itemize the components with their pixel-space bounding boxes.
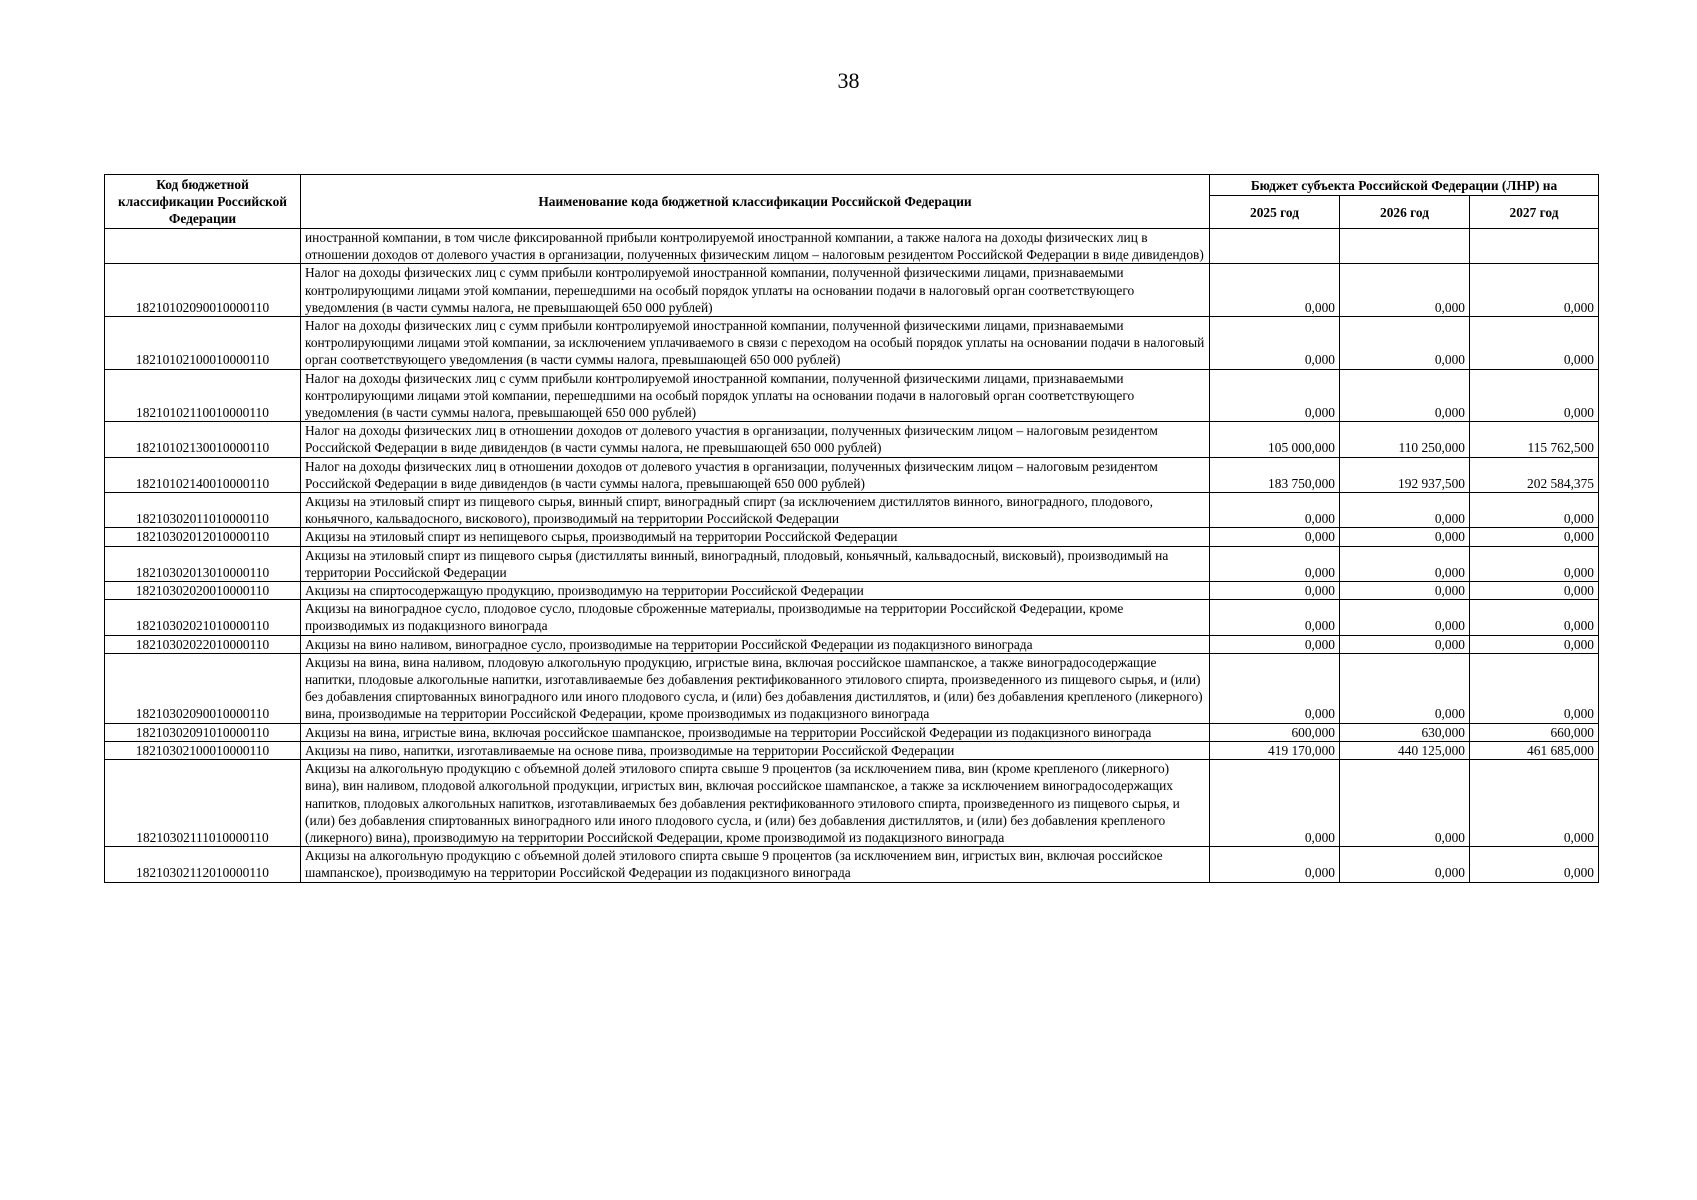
cell-2025: 600,000 [1210, 723, 1340, 741]
cell-2025: 0,000 [1210, 493, 1340, 528]
cell-2027: 0,000 [1470, 653, 1599, 723]
budget-table [104, 174, 1599, 883]
cell-2027: 0,000 [1470, 600, 1599, 635]
cell-2025: 0,000 [1210, 653, 1340, 723]
cell-2027: 0,000 [1470, 760, 1599, 847]
cell-code: 18210302021010000110 [105, 600, 301, 635]
table-row [105, 760, 1599, 847]
cell-code: 18210102110010000110 [105, 369, 301, 422]
page-number: 38 [837, 68, 860, 93]
cell-2026 [1340, 229, 1470, 264]
cell-code: 18210302112010000110 [105, 847, 301, 882]
cell-2026: 0,000 [1340, 600, 1470, 635]
cell-code: 18210302013010000110 [105, 546, 301, 581]
table-row [105, 422, 1599, 457]
cell-2025: 0,000 [1210, 760, 1340, 847]
cell-2025: 0,000 [1210, 635, 1340, 653]
cell-2026: 0,000 [1340, 528, 1470, 546]
cell-code: 18210302100010000110 [105, 741, 301, 759]
cell-name: Акцизы на алкогольную продукцию с объемной долей этилового спирта свыше 9 процентов (за исключением вин, игристых вин, включая российское шампанское), производимую на территории Российской Федерации из подакцизного винограда [301, 847, 1210, 882]
cell-2025: 183 750,000 [1210, 457, 1340, 492]
cell-code: 18210302011010000110 [105, 493, 301, 528]
cell-2025: 0,000 [1210, 317, 1340, 370]
table-row [105, 369, 1599, 422]
cell-2025: 0,000 [1210, 847, 1340, 882]
cell-2027: 0,000 [1470, 635, 1599, 653]
cell-2025: 0,000 [1210, 582, 1340, 600]
cell-code: 18210302091010000110 [105, 723, 301, 741]
cell-name: Акцизы на спиртосодержащую продукцию, производимую на территории Российской Федерации [301, 582, 1210, 600]
cell-name: Акцизы на этиловый спирт из пищевого сырья, винный спирт, виноградный спирт (за исключением дистиллятов винного, виноградного, плодового, коньячного, кальвадосного, вискового), производимый на территории Российской Федерации [301, 493, 1210, 528]
cell-2027: 202 584,375 [1470, 457, 1599, 492]
cell-2026: 0,000 [1340, 653, 1470, 723]
cell-2026: 0,000 [1340, 847, 1470, 882]
table-row [105, 264, 1599, 317]
cell-2026: 0,000 [1340, 582, 1470, 600]
table-row [105, 635, 1599, 653]
cell-name: Акцизы на алкогольную продукцию с объемной долей этилового спирта свыше 9 процентов (за исключением пива, вин (кроме крепленого (ликерного) вина), вин наливом, плодовой алкогольной продукции, игристых вин, включая российское шампанское, а также за исключением виноградосодержащих напитков, плодовых алкогольных напитков, изготавливаемых без добавления ректификованного этилового спирта, произведенного из пищевого сырья, и (или) без добавления спиртованных виноградного или иного плодового сусла, и (или) без добавления дистиллятов, и (или) без добавления крепленого (ликерного) вина), производимую на территории Российской Федерации, кроме производимой из подакцизного винограда [301, 760, 1210, 847]
table-row [105, 528, 1599, 546]
cell-2025 [1210, 229, 1340, 264]
cell-name: Акцизы на этиловый спирт из непищевого сырья, производимый на территории Российской Федерации [301, 528, 1210, 546]
cell-2026: 110 250,000 [1340, 422, 1470, 457]
cell-code: 18210302090010000110 [105, 653, 301, 723]
cell-2027: 0,000 [1470, 546, 1599, 581]
cell-2026: 0,000 [1340, 264, 1470, 317]
cell-code: 18210302111010000110 [105, 760, 301, 847]
cell-2027: 0,000 [1470, 369, 1599, 422]
cell-2026: 0,000 [1340, 369, 1470, 422]
cell-code: 18210102100010000110 [105, 317, 301, 370]
cell-name: иностранной компании, в том числе фиксированной прибыли контролируемой иностранной компании, а также налога на доходы физических лиц в отношении доходов от долевого участия в организации, полученных физическим лицом – налоговым резидентом Российской Федерации в виде дивидендов) [301, 229, 1210, 264]
cell-2027: 461 685,000 [1470, 741, 1599, 759]
cell-2025: 419 170,000 [1210, 741, 1340, 759]
cell-name: Акцизы на вино наливом, виноградное сусло, производимые на территории Российской Федерации из подакцизного винограда [301, 635, 1210, 653]
cell-code [105, 229, 301, 264]
cell-2025: 0,000 [1210, 600, 1340, 635]
cell-2025: 0,000 [1210, 546, 1340, 581]
table-row [105, 600, 1599, 635]
cell-2026: 630,000 [1340, 723, 1470, 741]
cell-code: 18210102140010000110 [105, 457, 301, 492]
header-year-2027: 2027 год [1470, 196, 1599, 229]
cell-2027: 660,000 [1470, 723, 1599, 741]
cell-name: Налог на доходы физических лиц в отношении доходов от долевого участия в организации, полученных физическим лицом – налоговым резидентом Российской Федерации в виде дивидендов (в части суммы налога, не превышающей 650 000 рублей) [301, 422, 1210, 457]
cell-2026: 440 125,000 [1340, 741, 1470, 759]
cell-2027 [1470, 229, 1599, 264]
cell-2027: 115 762,500 [1470, 422, 1599, 457]
header-budget-group: Бюджет субъекта Российской Федерации (ЛНР) на [1210, 175, 1599, 196]
cell-2026: 0,000 [1340, 760, 1470, 847]
table-header-row [105, 175, 1599, 196]
cell-name: Акцизы на виноградное сусло, плодовое сусло, плодовые сброженные материалы, производимые на территории Российской Федерации, кроме производимых из подакцизного винограда [301, 600, 1210, 635]
table-row [105, 847, 1599, 882]
cell-2027: 0,000 [1470, 493, 1599, 528]
cell-2025: 0,000 [1210, 528, 1340, 546]
cell-name: Налог на доходы физических лиц с сумм прибыли контролируемой иностранной компании, полученной физическими лицами, признаваемыми контролирующими лицами этой компании, за исключением уплачиваемого в связи с переходом на особый порядок уплаты на основании подачи в налоговый орган соответствующего уведомления (в части суммы налога, превышающей 650 000 рублей) [301, 317, 1210, 370]
cell-2026: 0,000 [1340, 546, 1470, 581]
table-row [105, 653, 1599, 723]
cell-name: Акцизы на вина, вина наливом, плодовую алкогольную продукцию, игристые вина, включая российское шампанское, а также виноградосодержащие напитки, плодовые алкогольные напитки, изготавливаемые без добавления ректификованного этилового спирта, произведенного из пищевого сырья, и (или) без добавления спиртованных виноградного или иного плодового сусла, и (или) без добавления дистиллятов, и (или) без добавления крепленого (ликерного) вина, производимые на территории Российской Федерации, кроме производимых из подакцизного винограда [301, 653, 1210, 723]
table-row [105, 546, 1599, 581]
cell-name: Акцизы на этиловый спирт из пищевого сырья (дистилляты винный, виноградный, плодовый, коньячный, кальвадосный, висковый), производимый на территории Российской Федерации [301, 546, 1210, 581]
cell-2027: 0,000 [1470, 582, 1599, 600]
cell-2027: 0,000 [1470, 847, 1599, 882]
cell-name: Акцизы на вина, игристые вина, включая российское шампанское, производимые на территории Российской Федерации из подакцизного винограда [301, 723, 1210, 741]
cell-2027: 0,000 [1470, 528, 1599, 546]
cell-2025: 0,000 [1210, 369, 1340, 422]
cell-2027: 0,000 [1470, 317, 1599, 370]
table-row [105, 457, 1599, 492]
cell-2027: 0,000 [1470, 264, 1599, 317]
table-row [105, 493, 1599, 528]
table-row [105, 741, 1599, 759]
cell-code: 18210302020010000110 [105, 582, 301, 600]
header-year-2025: 2025 год [1210, 196, 1340, 229]
cell-2026: 192 937,500 [1340, 457, 1470, 492]
table-row [105, 582, 1599, 600]
header-code: Код бюджетной классификации Российской Федерации [105, 175, 301, 229]
cell-2025: 105 000,000 [1210, 422, 1340, 457]
header-year-2026: 2026 год [1340, 196, 1470, 229]
cell-2026: 0,000 [1340, 317, 1470, 370]
cell-name: Налог на доходы физических лиц в отношении доходов от долевого участия в организации, полученных физическим лицом – налоговым резидентом Российской Федерации в виде дивидендов (в части суммы налога, превышающей 650 000 рублей) [301, 457, 1210, 492]
cell-code: 18210302012010000110 [105, 528, 301, 546]
cell-2026: 0,000 [1340, 493, 1470, 528]
table-row [105, 723, 1599, 741]
cell-code: 18210102130010000110 [105, 422, 301, 457]
cell-name: Налог на доходы физических лиц с сумм прибыли контролируемой иностранной компании, полученной физическими лицами, признаваемыми контролирующими лицами этой компании, перешедшими на особый порядок уплаты на основании подачи в налоговый орган соответствующего уведомления (в части суммы налога, превышающей 650 000 рублей) [301, 369, 1210, 422]
table-row [105, 229, 1599, 264]
cell-name: Налог на доходы физических лиц с сумм прибыли контролируемой иностранной компании, полученной физическими лицами, признаваемыми контролирующими лицами этой компании, перешедшими на особый порядок уплаты на основании подачи в налоговый орган соответствующего уведомления (в части суммы налога, не превышающей 650 000 рублей) [301, 264, 1210, 317]
cell-name: Акцизы на пиво, напитки, изготавливаемые на основе пива, производимые на территории Российской Федерации [301, 741, 1210, 759]
table-row [105, 317, 1599, 370]
cell-2026: 0,000 [1340, 635, 1470, 653]
cell-2025: 0,000 [1210, 264, 1340, 317]
header-name: Наименование кода бюджетной классификации Российской Федерации [301, 175, 1210, 229]
cell-code: 18210102090010000110 [105, 264, 301, 317]
cell-code: 18210302022010000110 [105, 635, 301, 653]
